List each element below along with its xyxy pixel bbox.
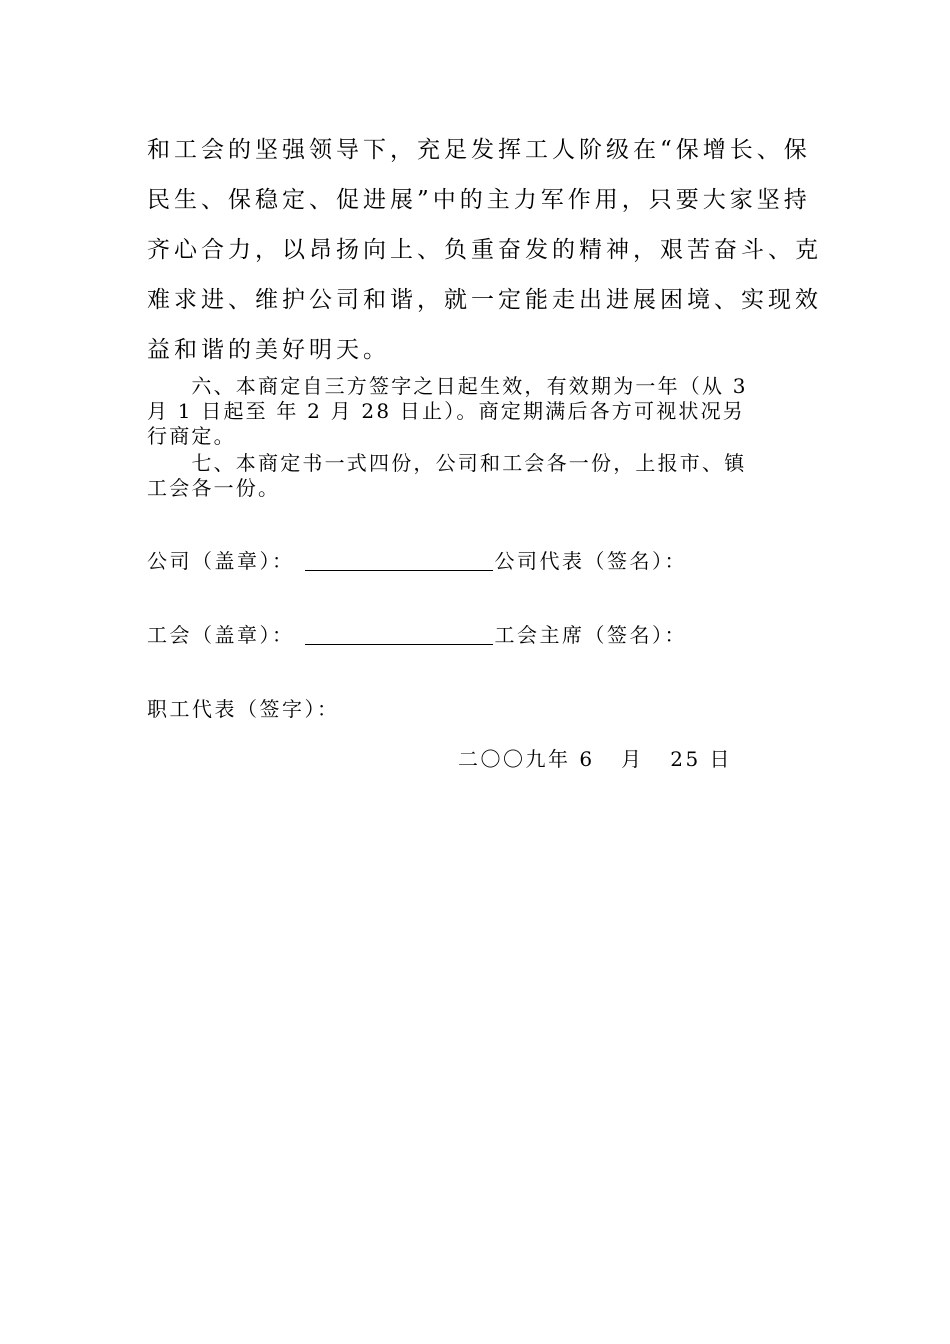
union-signature-row [147, 623, 687, 647]
union-seal-label: 工会（盖章）： [147, 623, 295, 647]
company-rep-label: 公司代表（签名）： [494, 549, 687, 573]
company-signature-row [147, 549, 687, 573]
union-seal-blank [305, 626, 493, 645]
staff-rep-label: 职工代表（签字）： [147, 697, 340, 721]
body-line-3: 齐心合力，以昂扬向上、负重奋发的精神，艰苦奋斗、克 [147, 237, 822, 263]
company-seal-blank [305, 552, 493, 571]
signing-date: 二〇〇九年 6 月 25 日 [458, 747, 733, 771]
clause-7-line-2: 工会各一份。 [147, 476, 281, 500]
clause-7-line-1: 七、本商定书一式四份，公司和工会各一份，上报市、镇 [147, 451, 747, 475]
body-line-1: 和工会的坚强领导下，充足发挥工人阶级在“保增长、保 [147, 137, 811, 163]
union-chair-label: 工会主席（签名）： [494, 623, 687, 647]
clause-6-line-3: 行商定。 [147, 424, 236, 448]
company-seal-label: 公司（盖章）： [147, 549, 295, 573]
body-line-4: 难求进、维护公司和谐，就一定能走出进展困境、实现效 [147, 287, 822, 313]
body-line-5: 益和谐的美好明天。 [147, 337, 390, 363]
clause-6-line-2: 月 1 日起至 年 2 月 28 日止）。商定期满后各方可视状况另 [147, 399, 745, 423]
body-line-2: 民生、保稳定、促进展”中的主力军作用，只要大家坚持 [147, 187, 811, 213]
clause-6-line-1: 六、本商定自三方签字之日起生效，有效期为一年（从 3 [147, 374, 748, 398]
